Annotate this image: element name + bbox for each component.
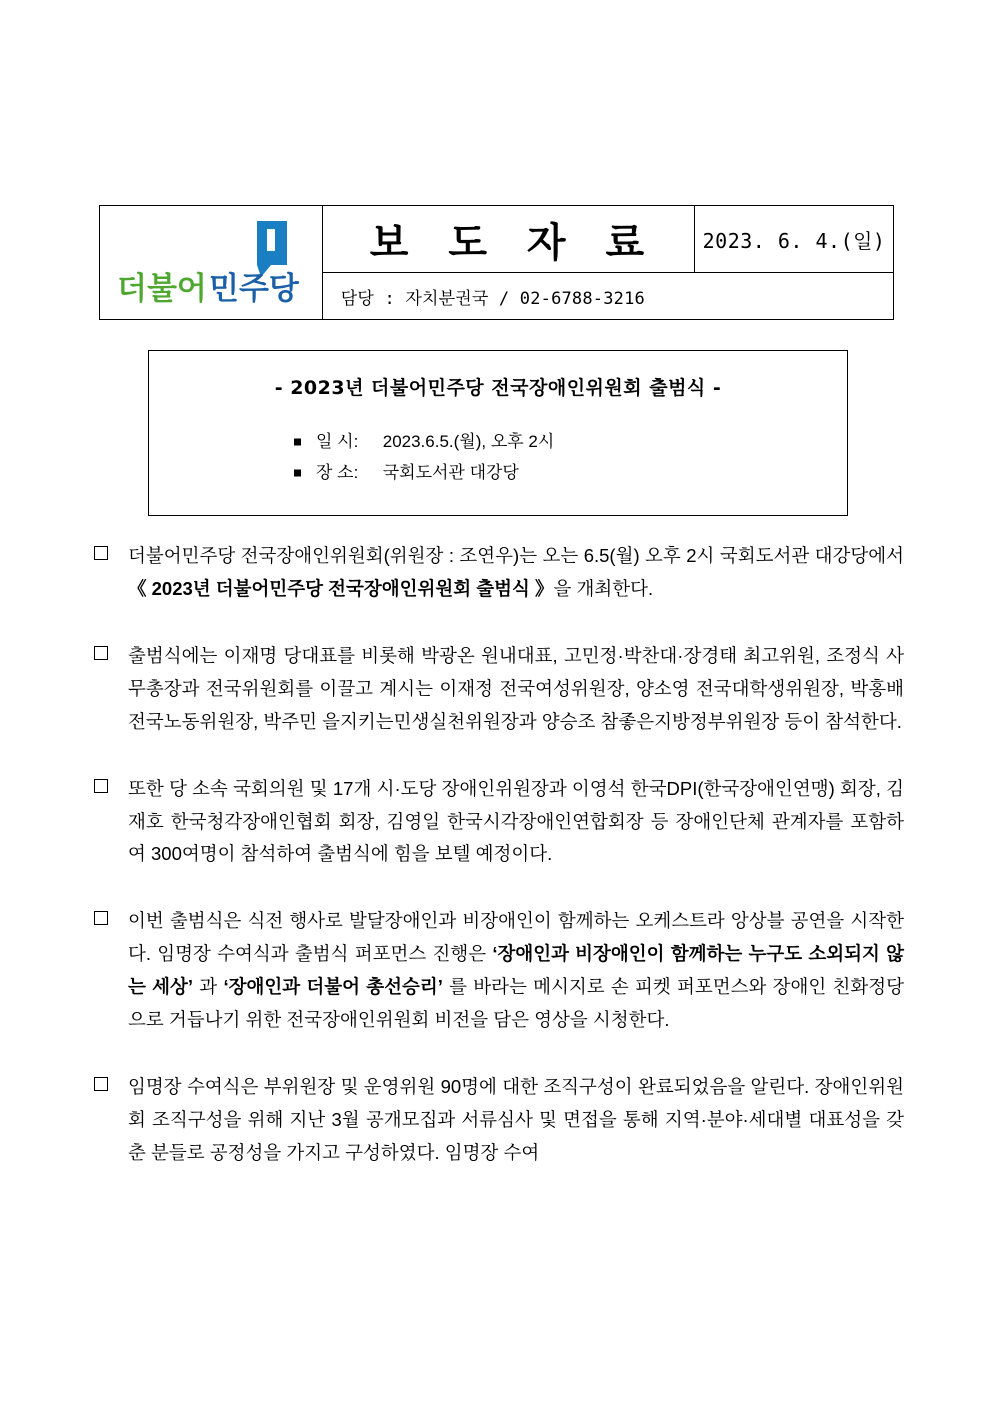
checkbox-icon (94, 646, 108, 660)
document-date-cell (695, 206, 894, 273)
document-body (92, 540, 904, 1204)
bullet-square-icon (294, 438, 301, 445)
checkbox-icon (94, 779, 108, 793)
plain-text: 임명장 수여식은 부위원장 및 운영위원 90명에 대한 조직구성이 완료되었음을 알린다. 장애인위원회 조직구성을 위해 지난 3월 공개모집과 서류심사 및 면접을 통해 지역·분야·세대별 대표성을 갖춘 분들로 공정성을 가지고 구성하였다. 임명장 수여 (128, 1076, 904, 1163)
plain-text: 이번 출범식은 식전 행사로 발달장애인과 비장애인이 함께하는 오케스트라 앙상블 공연을 시작한다. 임명장 수여식과 출범식 퍼포먼스 진행은 (128, 910, 904, 965)
document-contact-cell (322, 273, 893, 320)
event-place-value: 국회도서관 대강당 (382, 463, 519, 483)
paragraph-1 (92, 540, 904, 606)
plain-text: 또한 당 소속 국회의원 및 17개 시·도당 장애인위원장과 이영석 한국DPI(한국장애인연맹) 회장, 김재호 한국청각장애인협회 회장, 김영일 한국시각장애인연합회장 등 장애인단체 관계자를 포함하여 300여명이 참석하여 출범식에 힘을 보텔 예정이다. (128, 777, 904, 865)
party-logo (111, 215, 311, 311)
paragraph-text (128, 645, 904, 732)
emphasis-text: 《 2023년 더불어민주당 전국장애인위원회 출범식 》 (128, 577, 554, 599)
emphasis-text: ‘장애인과 비장애인이 함께하는 누구도 소외되지 않는 세상’ (128, 943, 904, 998)
document-title-cell (322, 206, 694, 273)
paragraph-3 (92, 773, 904, 872)
party-logo-cell (100, 206, 323, 320)
paragraph-4 (92, 905, 904, 1037)
paragraph-5 (92, 1071, 904, 1170)
plain-text: 를 바라는 메시지로 손 피켓 퍼포먼스와 장애인 친화정당으로 거듭나기 위한 전국장애인위원회 비전을 담은 영상을 시청한다. (128, 976, 904, 1031)
paragraph-text (128, 910, 904, 1030)
page-title: 보 도 자 료 (369, 219, 658, 266)
bullet-square-icon (294, 470, 301, 477)
event-detail-list (149, 426, 847, 489)
event-datetime-label: 일 시: (316, 432, 359, 451)
plain-text: 출범식에는 이재명 당대표를 비롯해 박광온 원내대표, 고민정·박찬대·장경태 최고위원, 조정식 사무총장과 전국위원회를 이끌고 계시는 이재정 전국여성위원장, 양소영 전국대학생위원장, 박홍배 전국노동위원장, 박주민 을지키는민생실천위원장과 양승조 참좋은지방정부위원장 등이 참석한다. (128, 644, 904, 732)
paragraph-text (128, 778, 904, 865)
event-title: - 2023년 더불어민주당 전국장애인위원회 출범식 - (274, 377, 722, 399)
list-item (294, 426, 847, 457)
checkbox-icon (94, 1077, 108, 1091)
plain-text: 을 개최한다. (553, 577, 654, 599)
party-logo-icon (111, 215, 311, 311)
svg-text:민주당: 민주당 (208, 270, 299, 307)
svg-text:더불어: 더불어 (116, 270, 207, 307)
paragraph-2 (92, 640, 904, 739)
event-summary-box (148, 350, 848, 516)
paragraph-text (128, 545, 904, 599)
emphasis-text: ‘장애인과 더불어 총선승리’ (223, 976, 443, 998)
event-place-label: 장 소: (316, 463, 359, 483)
plain-text: 과 (193, 976, 224, 998)
checkbox-icon (94, 911, 108, 925)
list-item (294, 457, 847, 488)
plain-text: 더불어민주당 전국장애인위원회(위원장 : 조연우)는 오는 6.5(월) 오후 2시 국회도서관 대강당에서 (128, 545, 904, 566)
document-date: 2023. 6. 4.(일) (702, 228, 886, 253)
event-datetime-value: 2023.6.5.(월), 오후 2시 (382, 432, 555, 451)
paragraph-text (128, 1076, 904, 1163)
contact-info: 담당 : 자치분권국 / 02-6788-3216 (340, 288, 645, 309)
document-header-table (99, 205, 894, 320)
checkbox-icon (94, 546, 108, 560)
